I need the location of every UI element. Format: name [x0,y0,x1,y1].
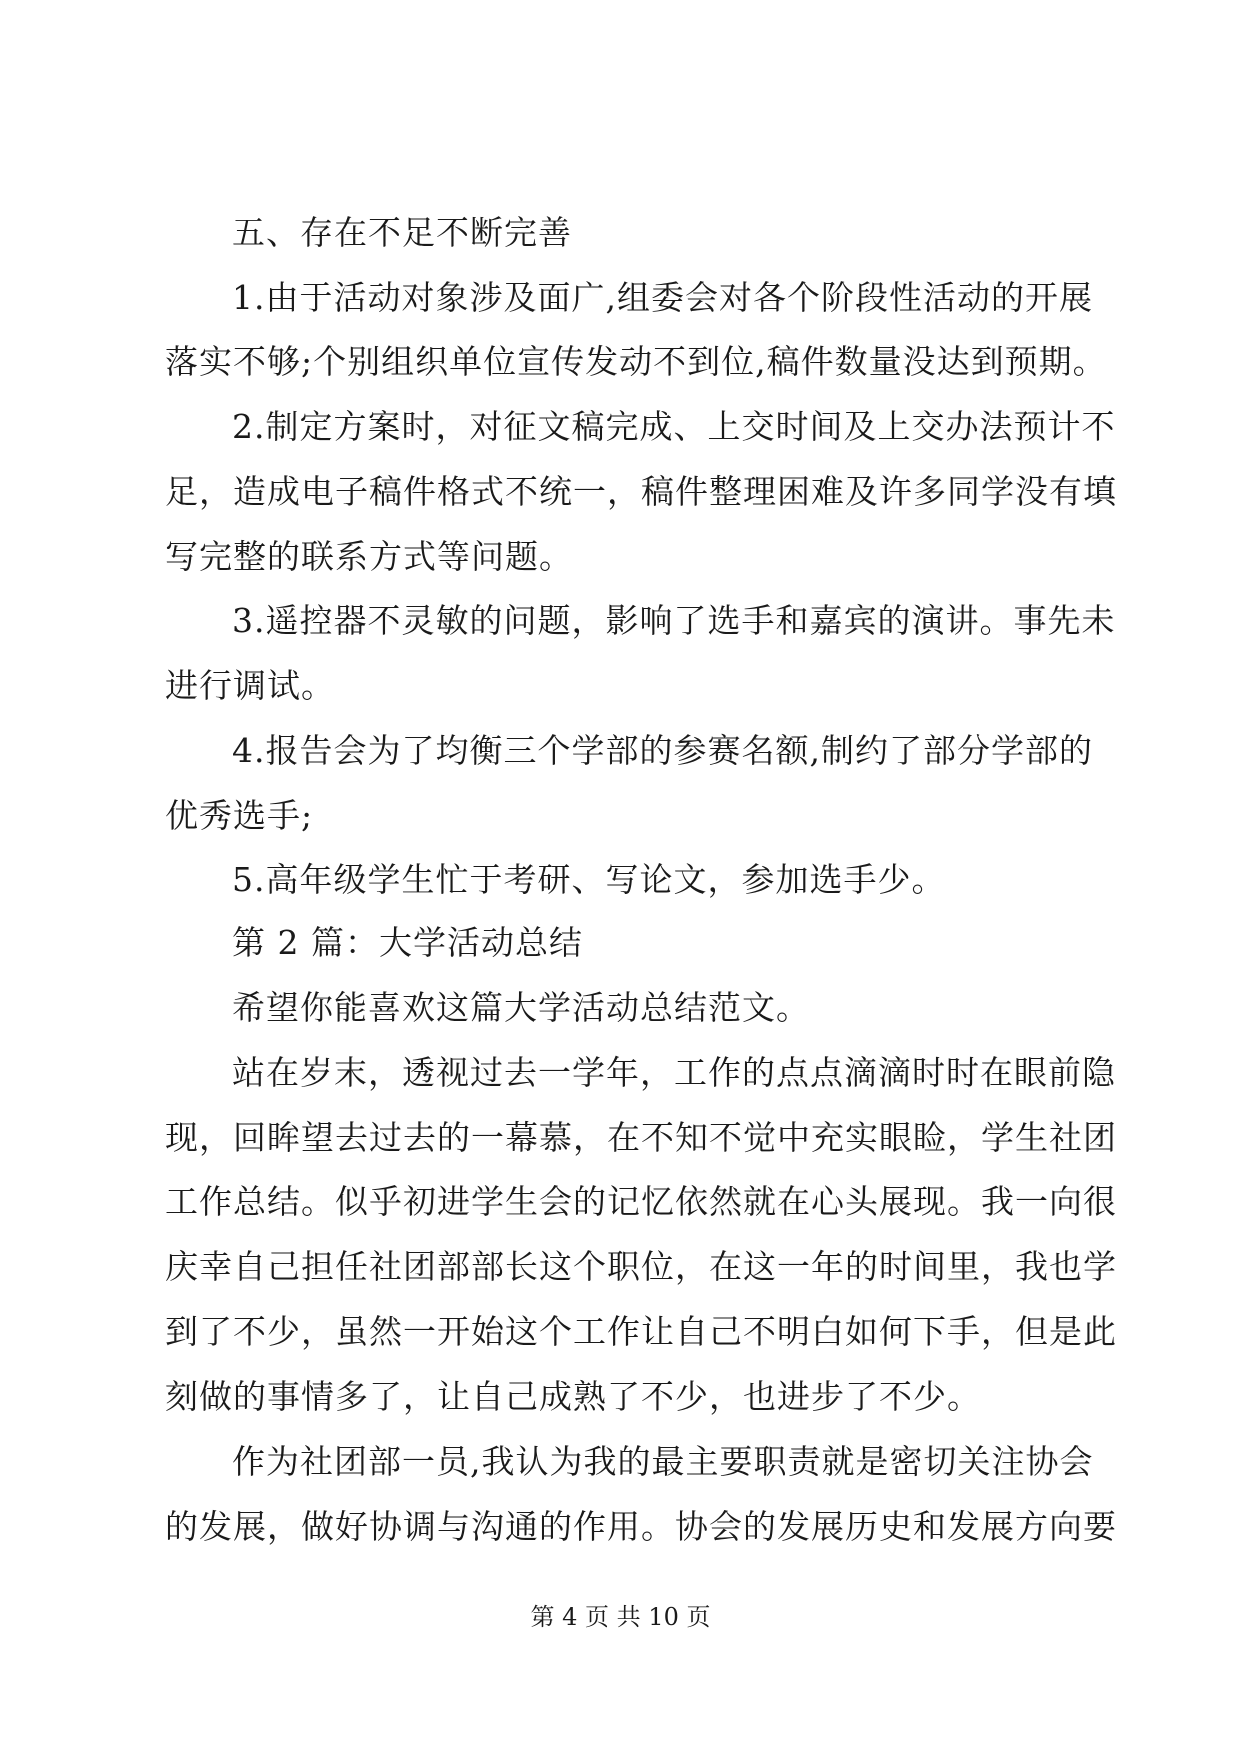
page-number-footer: 第 4 页 共 10 页 [530,1603,711,1631]
section-heading: 五、存在不足不断完善 [232,213,572,252]
paragraph-line: 到了不少，虽然一开始这个工作让自己不明白如何下手，但是此 [165,1312,1117,1351]
paragraph-line: 写完整的联系方式等问题。 [165,537,573,576]
article-title: 第 2 篇：大学活动总结 [232,923,583,962]
paragraph-line: 现，回眸望去过去的一幕慕，在不知不觉中充实眼睑，学生社团 [165,1118,1117,1157]
paragraph-line: 落实不够;个别组织单位宣传发动不到位,稿件数量没达到预期。 [165,342,1107,381]
paragraph-line: 3.遥控器不灵敏的问题，影响了选手和嘉宾的演讲。事先未 [232,601,1116,640]
paragraph-line: 工作总结。似乎初进学生会的记忆依然就在心头展现。我一向很 [165,1182,1117,1221]
paragraph-line: 优秀选手; [165,796,314,835]
paragraph-line: 刻做的事情多了，让自己成熟了不少，也进步了不少。 [165,1377,981,1416]
paragraph-line: 2.制定方案时，对征文稿完成、上交时间及上交办法预计不 [232,407,1116,446]
paragraph-line: 4.报告会为了均衡三个学部的参赛名额,制约了部分学部的 [232,731,1093,770]
paragraph-line: 希望你能喜欢这篇大学活动总结范文。 [232,988,810,1027]
paragraph-line: 进行调试。 [165,666,335,705]
paragraph-line: 的发展，做好协调与沟通的作用。协会的发展历史和发展方向要 [165,1507,1117,1546]
paragraph-line: 1.由于活动对象涉及面广,组委会对各个阶段性活动的开展 [232,278,1093,317]
paragraph-line: 作为社团部一员,我认为我的最主要职责就是密切关注协会 [232,1442,1094,1481]
paragraph-line: 足，造成电子稿件格式不统一，稿件整理困难及许多同学没有填 [165,472,1117,511]
paragraph-line: 站在岁末，透视过去一学年，工作的点点滴滴时时在眼前隐 [232,1053,1116,1092]
paragraph-line: 庆幸自己担任社团部部长这个职位，在这一年的时间里，我也学 [165,1247,1117,1286]
paragraph-line: 5.高年级学生忙于考研、写论文，参加选手少。 [232,860,946,899]
